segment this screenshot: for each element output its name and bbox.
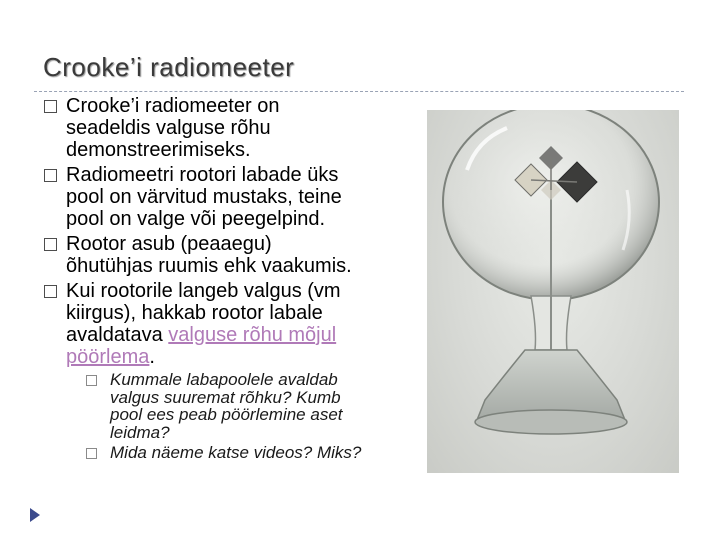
bullet-text: avaldatava [66, 324, 169, 346]
bullet-item [44, 95, 424, 161]
link-poorlema[interactable]: pöörlema [66, 346, 150, 368]
sub-bullet-line: Mida näeme katse videos? Miks? [110, 443, 362, 462]
bullet-line [66, 346, 424, 368]
bullet-box-icon [44, 285, 57, 298]
sub-bullet-item [86, 371, 424, 441]
bullet-line: pool on värvitud mustaks, teine [66, 186, 342, 208]
radiometer-illustration [427, 110, 679, 473]
bullet-line [66, 324, 424, 346]
bullet-box-icon [44, 169, 57, 182]
bullet-line: Crooke’i radiomeeter on [66, 95, 280, 117]
bullet-line: Radiomeetri rootori labade üks [66, 164, 339, 186]
sub-bullet-line: pool ees peab pöörlemine aset [110, 405, 343, 424]
bullet-line: Kui rootorile langeb valgus (vm [66, 280, 341, 302]
sub-bullet-line: Kummale labapoolele avaldab [110, 370, 338, 389]
bullet-line: kiirgus), hakkab rootor labale [66, 302, 323, 324]
bullet-item [44, 164, 424, 230]
bullet-text: . [149, 346, 155, 368]
link-valguse-rohu[interactable]: valguse rõhu mõjul [168, 324, 337, 346]
bullet-line: demonstreerimiseks. [66, 139, 251, 161]
bullet-item [44, 280, 424, 368]
bullet-line: õhutühjas ruumis ehk vaakumis. [66, 255, 352, 277]
radiometer-photo [427, 110, 679, 473]
bullet-line: seadeldis valguse rõhu [66, 117, 271, 139]
bullet-line: pool on valge või peegelpind. [66, 208, 326, 230]
next-slide-arrow-icon[interactable] [30, 508, 40, 522]
bullet-item [44, 233, 424, 277]
sub-bullet-line: valgus suuremat rõhku? Kumb [110, 387, 341, 407]
title-divider [34, 91, 684, 92]
sub-bullet-box-icon [86, 448, 97, 459]
bullet-list [44, 95, 424, 463]
bullet-line: Rootor asub (peaaegu) [66, 233, 272, 255]
bullet-box-icon [44, 238, 57, 251]
slide-title: Crooke’i radiomeeter [43, 52, 295, 82]
sub-bullet-list [86, 371, 424, 462]
sub-bullet-item [86, 444, 424, 462]
sub-bullet-box-icon [86, 375, 97, 386]
bullet-box-icon [44, 100, 57, 113]
sub-bullet-line: leidma? [110, 422, 170, 442]
